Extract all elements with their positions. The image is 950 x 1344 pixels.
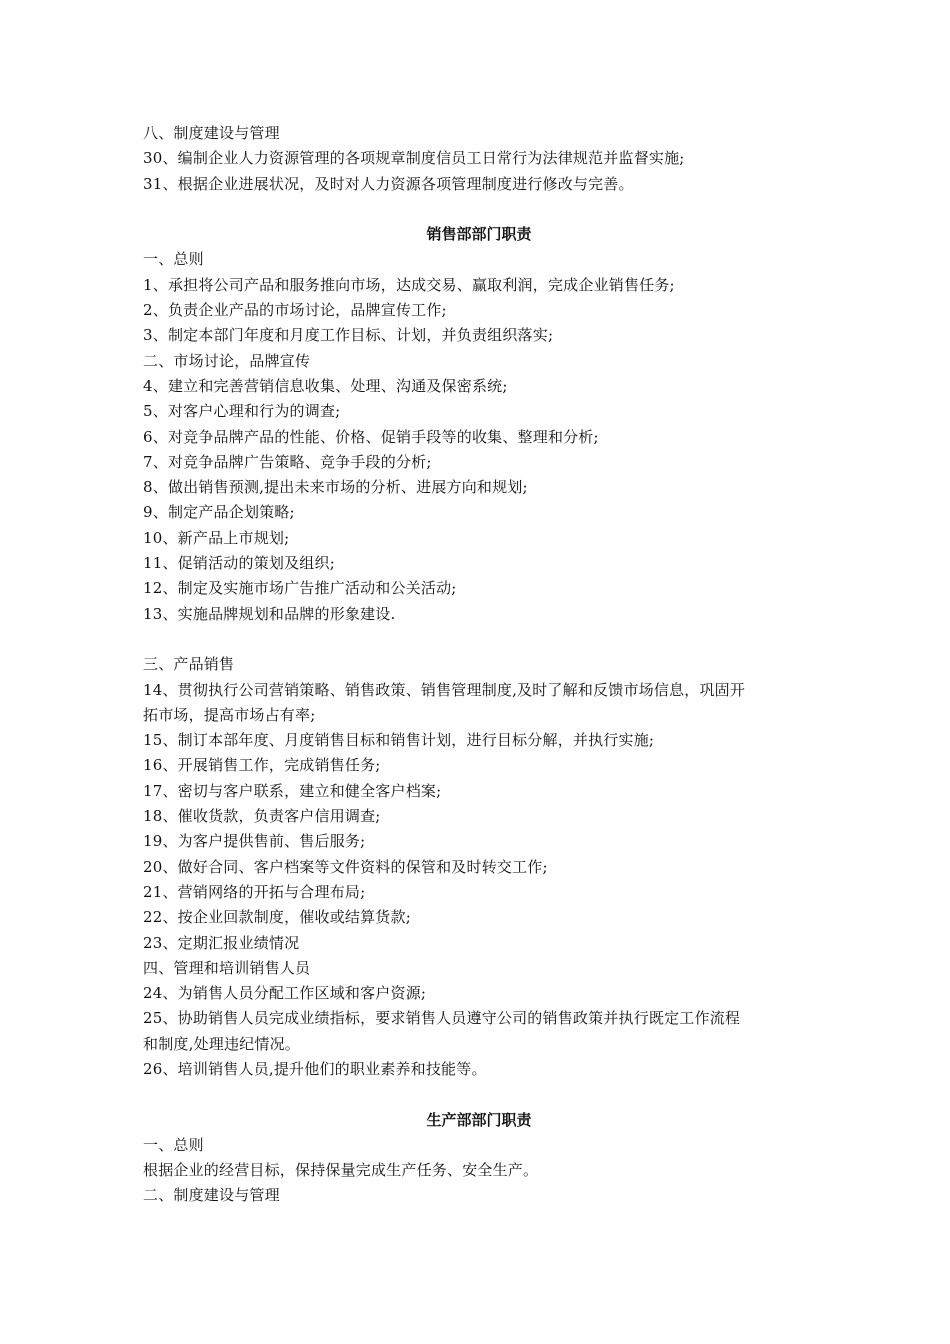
subheading-system: 二、制度建设与管理 <box>143 1186 280 1205</box>
list-item: 7、对竞争品牌广告策略、竞争手段的分析; <box>143 452 432 471</box>
list-item: 16、开展销售工作，完成销售任务; <box>143 756 381 775</box>
document-page <box>143 121 815 1209</box>
list-item: 31、根据企业进展状况，及时对人力资源各项管理制度进行修改与完善。 <box>143 174 634 193</box>
list-item: 26、培训销售人员,提升他们的职业素养和技能等。 <box>143 1059 487 1078</box>
subheading-market: 二、市场讨论，品牌宣传 <box>143 351 311 370</box>
spacer <box>143 197 815 222</box>
hr-section-tail <box>143 121 815 197</box>
list-item: 13、实施品牌规划和品牌的形象建设. <box>143 604 396 623</box>
list-item: 23、定期汇报业绩情况 <box>143 933 300 952</box>
list-item: 8、做出销售预测,提出未来市场的分析、进展方向和规划; <box>143 478 528 497</box>
list-item-continued: 和制度,处理违纪情况。 <box>143 1034 300 1053</box>
list-item: 1、承担将公司产品和服务推向市场，达成交易、赢取利润，完成企业销售任务; <box>143 275 675 294</box>
list-item: 24、为销售人员分配工作区域和客户资源; <box>143 984 427 1003</box>
list-item: 10、新产品上市规划; <box>143 528 290 547</box>
section-heading-system: 八、制度建设与管理 <box>143 124 280 142</box>
subheading-training: 四、管理和培训销售人员 <box>143 958 311 977</box>
list-item: 17、密切与客户联系，建立和健全客户档案; <box>143 781 442 800</box>
sales-section <box>143 222 815 1082</box>
list-item: 21、营销网络的开拓与合理布局; <box>143 882 366 901</box>
list-item: 20、做好合同、客户档案等文件资料的保管和及时转交工作; <box>143 857 548 876</box>
list-item: 19、为客户提供售前、售后服务; <box>143 832 366 851</box>
list-item: 22、按企业回款制度，催收或结算货款; <box>143 908 411 927</box>
list-item: 15、制订本部年度、月度销售目标和销售计划，进行目标分解，并执行实施; <box>143 731 655 750</box>
subheading-product-sales: 三、产品销售 <box>143 655 235 674</box>
sales-section-title: 销售部部门职责 <box>426 225 532 244</box>
subheading-general: 一、总则 <box>143 250 204 269</box>
list-item: 2、负责企业产品的市场讨论，品牌宣传工作; <box>143 301 447 320</box>
list-item: 18、催收货款，负责客户信用调查; <box>143 807 381 826</box>
list-item: 5、对客户心理和行为的调查; <box>143 402 341 421</box>
list-item: 4、建立和完善营销信息收集、处理、沟通及保密系统; <box>143 376 508 395</box>
subheading-general: 一、总则 <box>143 1135 204 1154</box>
list-item: 11、促销活动的策划及组织; <box>143 554 335 573</box>
production-section-title: 生产部部门职责 <box>426 1110 532 1129</box>
list-item: 25、协助销售人员完成业绩指标，要求销售人员遵守公司的销售政策并执行既定工作流程 <box>143 1009 741 1028</box>
list-item: 3、制定本部门年度和月度工作目标、计划，并负责组织落实; <box>143 326 554 345</box>
list-item: 根据企业的经营目标，保持保量完成生产任务、安全生产。 <box>143 1161 539 1180</box>
list-item-continued: 拓市场，提高市场占有率; <box>143 705 316 724</box>
list-item: 14、贯彻执行公司营销策略、销售政策、销售管理制度,及时了解和反馈市场信息，巩固开 <box>143 680 746 699</box>
production-section <box>143 1108 815 1209</box>
list-item: 30、编制企业人力资源管理的各项规章制度信员工日常行为法律规范并监督实施; <box>143 149 685 168</box>
list-item: 9、制定产品企划策略; <box>143 503 295 522</box>
spacer <box>143 627 815 652</box>
spacer <box>143 1082 815 1107</box>
list-item: 6、对竞争品牌产品的性能、价格、促销手段等的收集、整理和分析; <box>143 427 599 446</box>
list-item: 12、制定及实施市场广告推广活动和公关活动; <box>143 579 457 598</box>
